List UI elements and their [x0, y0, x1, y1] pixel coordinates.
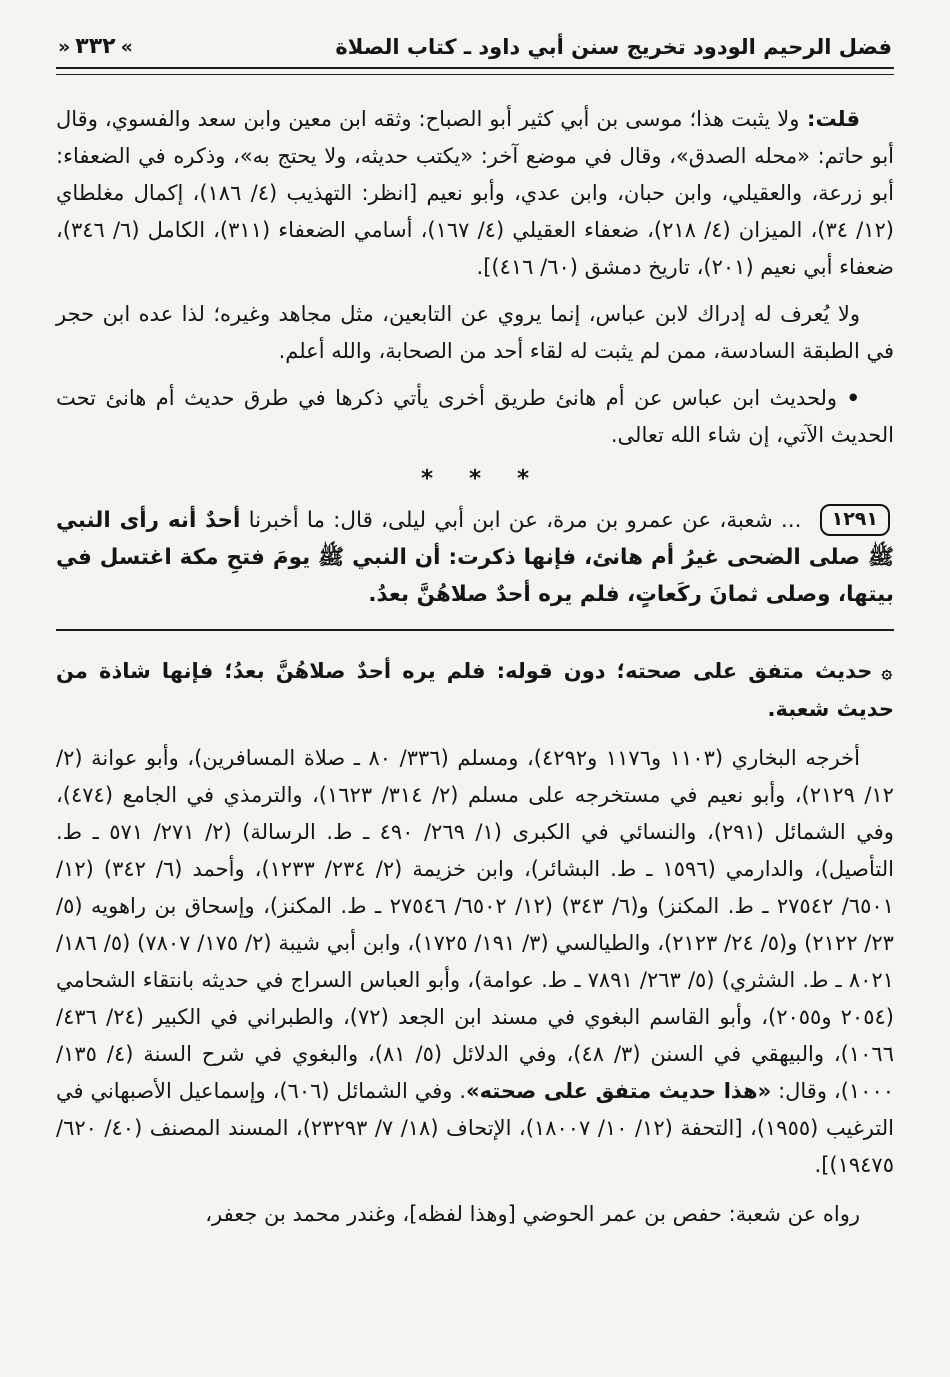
hadith-matn: أحدٌ أنه رأى النبي ﷺ صلى الضحى غيرُ أم هانئ، فإنها ذكرت: أن النبي ﷺ يومَ فتحِ مكة اغتسل في بيتها، وصلى ثمانَ ركَعاتٍ، فلم يره أحدٌ صلاهُنَّ بعدُ. [56, 508, 894, 607]
bullet-icon: • [846, 386, 860, 410]
takhrij-quote: «هذا حديث متفق على صحته» [466, 1079, 772, 1103]
takhrij-paragraph [56, 740, 894, 1184]
page-number-block [58, 34, 133, 59]
chevron-left-ornament-icon: « [58, 35, 71, 58]
commentary-divider [56, 629, 894, 631]
chevron-right-ornament-icon: » [120, 35, 133, 58]
page-header [56, 34, 894, 67]
grading-text: حديث متفق على صحته؛ دون قوله: فلم يره أحدٌ صلاهُنَّ بعدُ؛ فإنها شاذة من حديث شعبة. [56, 659, 894, 721]
crossref-paragraph [56, 380, 894, 454]
qultu-lead: قلت: [799, 107, 860, 131]
takhrij-text-1: أخرجه البخاري (١١٠٣ و١١٧٦ و٤٢٩٢)، ومسلم (٣٣٦/ ٨٠ ـ صلاة المسافرين)، وأبو عوانة (٢/ ١٢/ ٢١٢٩)، وأبو نعيم في مستخرجه على مسلم (٢/ ٣١٤/ ١٦٢٣)، والترمذي في الجامع (٤٧٤)، وفي الشمائل (٢٩١)، والنسائي في الكبرى (١/ ٢٦٩/ ٤٩٠ ـ ط. الرسالة) (٢/ ٢٧١/ ٥٧١ ـ ط. التأصيل)، والدارمي (١٥٩٦ ـ ط. البشائر)، وابن خزيمة (٢/ ٢٣٤/ ١٢٣٣)، وأحمد (٦/ ٣٤٢) (١٢/ ٦٥٠١/ ٢٧٥٤٢ ـ ط. المكنز) و(٦/ ٣٤٣) (١٢/ ٦٥٠٢/ ٢٧٥٤٦ ـ ط. المكنز)، وإسحاق بن راهويه (٥/ ٢٣/ ٢١٢٢) و(٥/ ٢٤/ ٢١٢٣)، والطيالسي (٣/ ١٩١/ ١٧٢٥)، وابن أبي شيبة (٢/ ١٧٥/ ٧٨٠٧) (٥/ ١٨٦/ ٨٠٢١ ـ ط. الشثري) (٥/ ٢٦٣/ ٧٨٩١ ـ ط. عوامة)، وأبو العباس السراج في حديثه بانتقاء الشحامي (٢٠٥٤ و٢٠٥٥)، وأبو القاسم البغوي في مسند ابن الجعد (٧٢)، والطبراني في الكبير (٢٤/ ٤٣٦/ ١٠٦٦)، والبيهقي في السنن (٣/ ٤٨)، وفي الدلائل (٥/ ٨١)، والبغوي في شرح السنة (٤/ ١٣٥/ ١٠٠٠)، وقال: [56, 746, 895, 1103]
rub-el-hizb-icon: ۞ [881, 662, 892, 683]
asterisk-separator: * * * [420, 466, 530, 492]
critique-text: ولا يثبت هذا؛ موسى بن أبي كثير أبو الصباح: وثقه ابن معين وابن سعد والفسوي، وقال أبو حاتم: «محله الصدق»، وقال في موضع آخر: «يكتب حديثه، ولا يحتج به»، وذكره في الضعفاء: أبو زرعة، والعقيلي، وابن حبان، وابن عدي، وأبو نعيم [انظر: التهذيب (٤/ ١٨٦)، إكمال مغلطاي (١٢/ ٣٤)، الميزان (٤/ ٢١٨)، ضعفاء العقيلي (٤/ ١٦٧)، أسامي الضعفاء (٣١١)، الكامل (٦/ ٣٤٦)، ضعفاء أبي نعيم (٢٠١)، تاريخ دمشق (٦٠/ ٤١٦)]. [56, 107, 894, 279]
narrators-paragraph: رواه عن شعبة: حفص بن عمر الحوضي [وهذا لفظه]، وغندر محمد بن جعفر، [205, 1202, 860, 1226]
page-number: ٣٣٢ [75, 34, 116, 59]
book-title: فضل الرحيم الودود تخريج سنن أبي داود ـ كتاب الصلاة [335, 34, 892, 59]
takhrij-text-2: . وفي الشمائل (٦٠٦)، وإسماعيل الأصبهاني في الترغيب (١٩٥٥)، [التحفة (١٢/ ١٠/ ١٨٠٠٧)، الإتحاف (١٨/ ٧/ ٢٣٢٩٣)، المسند المصنف (٤٠/ ٦٢٠/ ١٩٤٧٥)]. [56, 1079, 894, 1177]
commentary-section [56, 653, 894, 1233]
crossref-text: ولحديث ابن عباس عن أم هانئ طريق أخرى يأتي ذكرها في طرق حديث أم هانئ تحت الحديث الآتي، إن شاء الله تعالى. [56, 386, 894, 447]
critique-paragraph [56, 101, 894, 286]
header-divider [56, 67, 894, 75]
page-body [56, 101, 894, 613]
hadith-isnad: ... شعبة، عن عمرو بن مرة، عن ابن أبي ليلى، قال: ما أخبرنا [240, 508, 802, 533]
hadith-number-badge: ١٢٩١ [820, 504, 890, 536]
grading-paragraph [56, 653, 894, 728]
tabaqa-paragraph: ولا يُعرف له إدراك لابن عباس، إنما يروي عن التابعين، مثل مجاهد وغيره؛ لذا عده ابن حجر في الطبقة السادسة، ممن لم يثبت له لقاء أحد من الصحابة، والله أعلم. [56, 302, 894, 363]
hadith-paragraph [56, 502, 894, 613]
